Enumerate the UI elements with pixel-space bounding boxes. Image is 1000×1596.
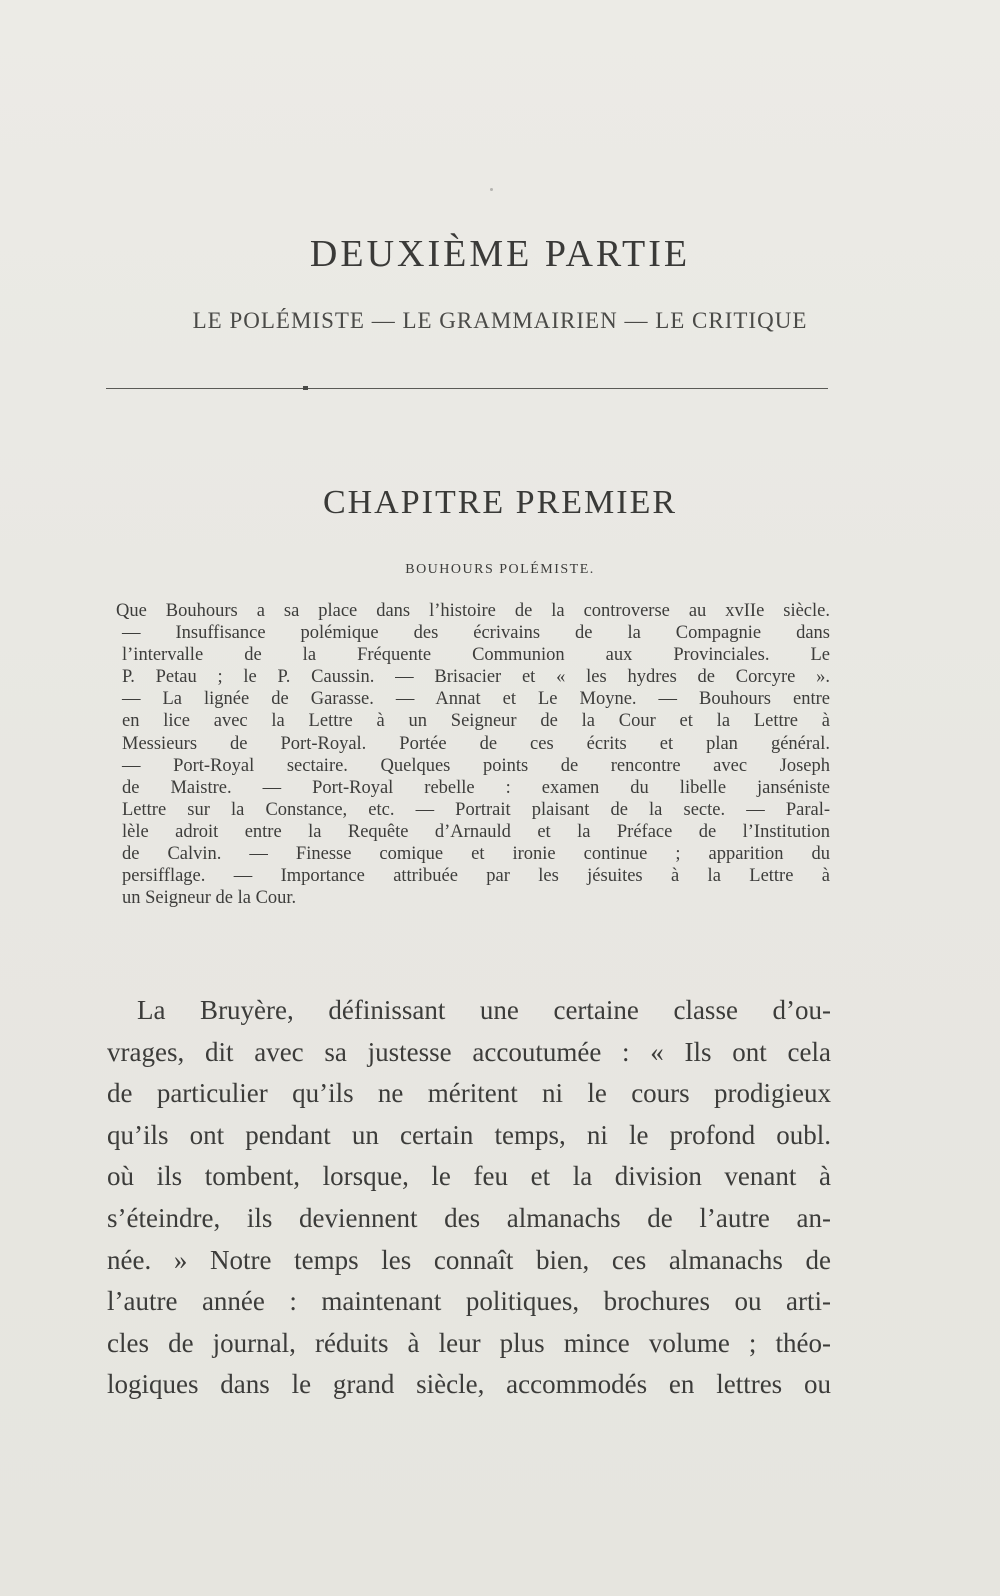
summary-line: — Port-Royal sectaire. Quelques points de rencontre avec Joseph <box>122 755 830 776</box>
chapter-summary <box>116 600 830 909</box>
body-line: qu’ils ont pendant un certain temps, ni le profond oubl. <box>107 1119 831 1150</box>
body-line: cles de journal, réduits à leur plus mince volume ; théo- <box>107 1327 831 1358</box>
body-line: l’autre année : maintenant politiques, brochures ou arti- <box>107 1286 831 1317</box>
body-line: de particulier qu’ils ne méritent ni le cours prodigieux <box>107 1078 831 1109</box>
body-line: La Bruyère, définissant une certaine classe d’ou- <box>137 995 831 1025</box>
body-line: logiques dans le grand siècle, accommodés en lettres ou <box>107 1369 831 1400</box>
divider-ornament <box>303 386 308 390</box>
body-line: née. » Notre temps les connaît bien, ces almanachs de <box>107 1244 831 1275</box>
body-line: où ils tombent, lorsque, le feu et la division venant à <box>107 1161 831 1192</box>
body-line: s’éteindre, ils deviennent des almanachs de l’autre an- <box>107 1202 831 1233</box>
summary-line: persifflage. — Importance attribuée par les jésuites à la Lettre à <box>122 866 830 887</box>
summary-line: Lettre sur la Constance, etc. — Portrait plaisant de la secte. — Paral- <box>122 799 830 820</box>
paper-speck <box>490 188 493 191</box>
summary-line: en lice avec la Lettre à un Seigneur de la Cour et la Lettre à <box>122 711 830 732</box>
summary-line: Que Bouhours a sa place dans l’histoire de la controverse au xvIIe siècle. <box>116 601 830 621</box>
summary-line: — La lignée de Garasse. — Annat et Le Moyne. — Bouhours entre <box>122 689 830 710</box>
chapter-title: CHAPITRE PREMIER <box>322 484 678 521</box>
summary-line: — Insuffisance polémique des écrivains de la Compagnie dans <box>122 623 830 644</box>
part-subtitle: LE POLÉMISTE — LE GRAMMAIRIEN — LE CRITIQUE <box>192 308 808 333</box>
body-paragraph <box>107 990 831 1406</box>
summary-line: l’intervalle de la Fréquente Communion aux Provinciales. Le <box>122 645 830 666</box>
summary-line: un Seigneur de la Cour. <box>122 888 297 909</box>
summary-line: lèle adroit entre la Requête d’Arnauld et la Préface de l’Institution <box>122 821 830 842</box>
summary-line: de Maistre. — Port-Royal rebelle : examen du libelle janséniste <box>122 777 830 798</box>
section-title: BOUHOURS POLÉMISTE. <box>405 562 595 577</box>
part-title: DEUXIÈME PARTIE <box>309 233 691 275</box>
divider-rule <box>106 388 828 389</box>
summary-line: P. Petau ; le P. Caussin. — Brisacier et « les hydres de Corcyre ». <box>122 667 830 688</box>
summary-line: Messieurs de Port-Royal. Portée de ces écrits et plan général. <box>122 733 830 754</box>
body-line: vrages, dit avec sa justesse accoutumée : « Ils ont cela <box>107 1036 831 1067</box>
summary-line: de Calvin. — Finesse comique et ironie continue ; apparition du <box>122 844 830 865</box>
